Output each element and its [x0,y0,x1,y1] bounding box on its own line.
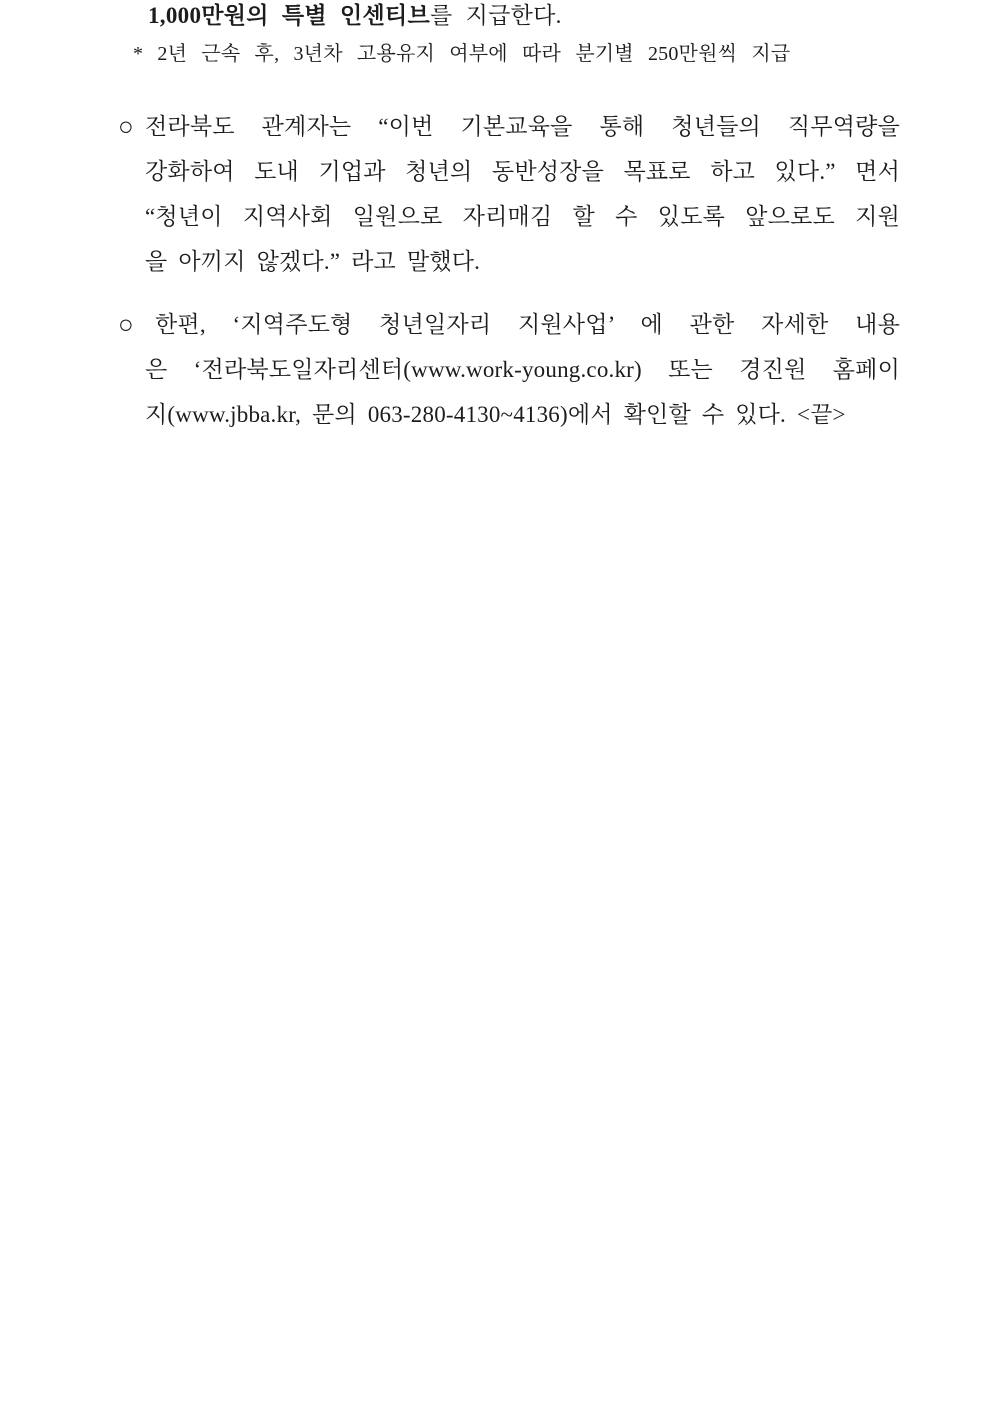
text-line: 전라북도 관계자는 “이번 기본교육을 통해 청년들의 직무역량을 [145,114,900,139]
text-line: 지(www.jbba.kr, 문의 063-280-4130~4136)에서 확인할 수 있다. <끝> [145,402,846,427]
text-line: “청년이 지역사회 일원으로 자리매김 할 수 있도록 앞으로도 지원 [145,204,900,229]
intro-regular-text: 를 지급한다. [430,3,562,28]
bullet-paragraph-1 [118,104,900,284]
text-line: 한편, ‘지역주도형 청년일자리 지원사업’ 에 관한 자세한 내용 [155,312,900,337]
bullet-circle-icon: ○ [118,310,134,339]
bullet-paragraph-2 [118,302,900,437]
footnote-line: * 2년 근속 후, 3년차 고용유지 여부에 따라 분기별 250만원씩 지급 [133,43,791,65]
text-line: 을 아끼지 않겠다.” 라고 말했다. [145,249,481,274]
intro-bold-text: 1,000만원의 특별 인센티브 [148,3,431,28]
text-line: 은 ‘전라북도일자리센터(www.work-young.co.kr) 또는 경진원 홈페이 [145,357,900,382]
bullet-circle-icon: ○ [118,112,134,141]
paragraph-intro [148,0,562,31]
text-line: 강화하여 도내 기업과 청년의 동반성장을 목표로 하고 있다.” 면서 [145,159,900,184]
